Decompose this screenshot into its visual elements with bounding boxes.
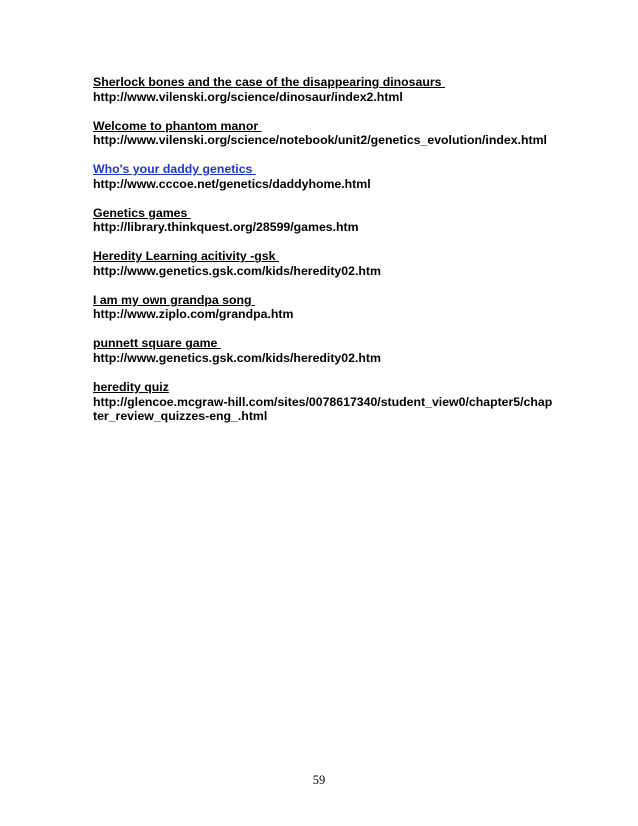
list-item [93, 162, 553, 191]
list-item [93, 249, 553, 278]
link-list [93, 75, 553, 438]
list-item [93, 293, 553, 322]
link-url: http://www.genetics.gsk.com/kids/heredity02.htm [93, 263, 381, 278]
link-url: http://glencoe.mcgraw-hill.com/sites/0078617340/student_view0/chapter5/chapter_review_quizzes-eng_.html [93, 394, 553, 424]
link-title[interactable]: Heredity Learning acitivity -gsk [93, 249, 279, 264]
list-item [93, 380, 553, 424]
link-url: http://www.genetics.gsk.com/kids/heredity02.htm [93, 351, 381, 366]
link-title[interactable]: Sherlock bones and the case of the disappearing dinosaurs [93, 75, 445, 89]
link-url: http://www.vilenski.org/science/dinosaur/index2.html [93, 89, 403, 104]
link-url: http://library.thinkquest.org/28599/games.htm [93, 220, 359, 235]
list-item [93, 206, 553, 235]
link-url: http://www.vilenski.org/science/notebook/unit2/genetics_evolution/index.html [93, 133, 547, 148]
link-title[interactable]: Who's your daddy genetics [93, 162, 256, 177]
link-title[interactable]: I am my own grandpa song [93, 292, 255, 307]
link-title[interactable]: Genetics games [93, 205, 191, 220]
link-url: http://www.ziplo.com/grandpa.htm [93, 307, 294, 322]
page-number: 59 [312, 773, 326, 787]
list-item [93, 75, 553, 104]
link-title[interactable]: Welcome to phantom manor [93, 118, 262, 133]
list-item [93, 119, 553, 148]
link-url: http://www.cccoe.net/genetics/daddyhome.html [93, 176, 371, 191]
link-title[interactable]: heredity quiz [93, 380, 169, 395]
list-item [93, 336, 553, 365]
link-title[interactable]: punnett square game [93, 336, 221, 351]
